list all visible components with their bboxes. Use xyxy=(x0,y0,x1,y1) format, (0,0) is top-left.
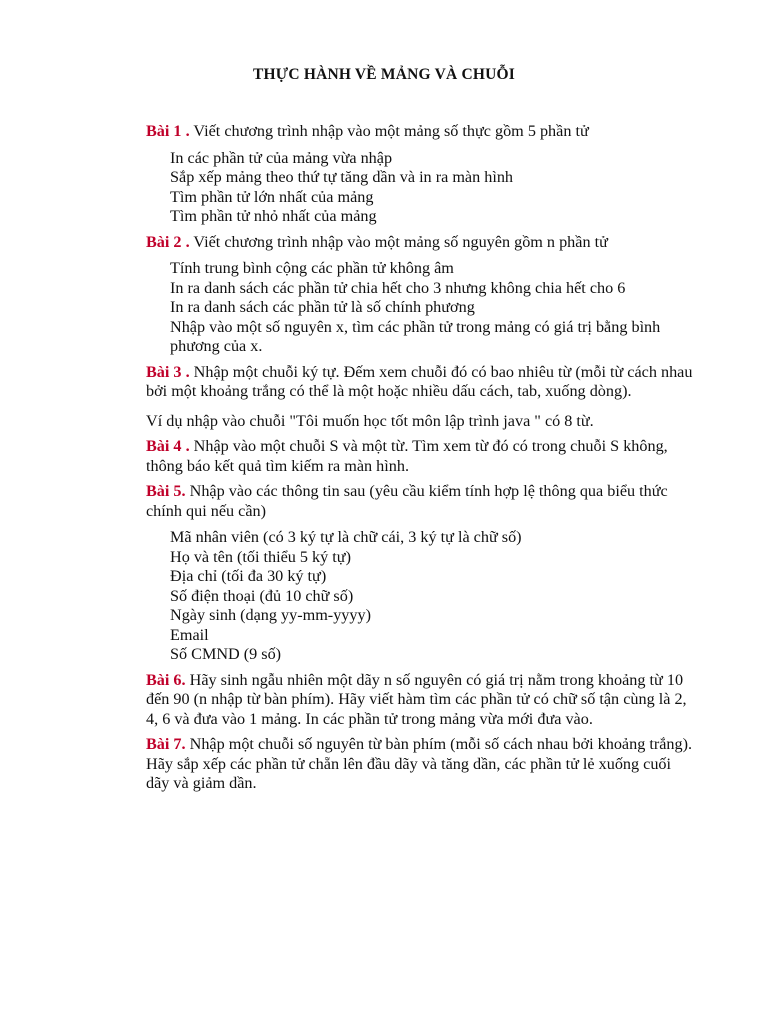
exercise-items xyxy=(170,259,694,357)
list-item: In các phần tử của mảng vừa nhập xyxy=(170,148,393,167)
exercise-list xyxy=(146,122,694,800)
list-item: In ra danh sách các phần tử chia hết cho 3 nhưng không chia hết cho 6 xyxy=(170,278,626,297)
exercise-text: Nhập một chuỗi ký tự. Đếm xem chuỗi đó có bao nhiêu từ (mỗi từ cách nhau bởi một khoảng trắng có thể là một hoặc nhiều dấu cách, tab, xuống dòng). xyxy=(146,362,693,400)
exercise-label: Bài 4 . xyxy=(146,437,190,455)
list-item: Tìm phần tử nhỏ nhất của mảng xyxy=(170,207,377,225)
exercise-text: Hãy sinh ngẫu nhiên một dãy n số nguyên có giá trị nằm trong khoảng từ 10 đến 90 (n nhập từ bàn phím). Hãy viết hàm tìm các phần tử có chữ số tận cùng là 2, 4, 6 và đưa vào 1 mảng. In các phần tử trong mảng vừa mới đưa vào. xyxy=(146,670,687,728)
list-item: Email xyxy=(170,625,209,644)
exercise-text: Nhập một chuỗi số nguyên từ bàn phím (mỗi số cách nhau bởi khoảng trắng). Hãy sắp xếp các phần tử chẵn lên đầu dãy và tăng dần, các phần tử lẻ xuống cuối dãy và giảm dần. xyxy=(146,735,693,792)
exercise-label: Bài 5. xyxy=(146,482,186,500)
exercise-label: Bài 2 . xyxy=(146,232,190,251)
exercise-label: Bài 7. xyxy=(146,735,186,753)
exercise-4 xyxy=(146,437,694,476)
exercise-text: Nhập vào một chuỗi S và một từ. Tìm xem từ đó có trong chuỗi S không, thông báo kết quả tìm kiếm ra màn hình. xyxy=(146,437,668,475)
exercise-items xyxy=(170,149,694,227)
list-item: Số điện thoại (đủ 10 chữ số) xyxy=(170,586,354,605)
list-item: Số CMND (9 số) xyxy=(170,645,282,663)
exercise-label: Bài 6. xyxy=(146,670,186,689)
exercise-text: Nhập vào các thông tin sau (yêu cầu kiểm tính hợp lệ thông qua biểu thức chính qui nếu cần) xyxy=(146,482,668,520)
exercise-label: Bài 1 . xyxy=(146,122,190,140)
list-item: Tính trung bình cộng các phần tử không âm xyxy=(170,259,454,277)
exercise-5 xyxy=(146,482,694,665)
exercise-7 xyxy=(146,735,694,794)
exercise-1 xyxy=(146,122,694,227)
list-item: In ra danh sách các phần tử là số chính phương xyxy=(170,298,475,316)
exercise-3 xyxy=(146,363,694,432)
exercise-2 xyxy=(146,233,694,357)
exercise-items xyxy=(170,528,694,665)
exercise-6 xyxy=(146,671,694,730)
page-title: THỰC HÀNH VỀ MẢNG VÀ CHUỖI xyxy=(253,66,515,83)
list-item: Nhập vào một số nguyên x, tìm các phần tử trong mảng có giá trị bằng bình phương của x. xyxy=(170,317,661,355)
list-item: Địa chỉ (tối đa 30 ký tự) xyxy=(170,567,327,585)
exercise-example: Ví dụ nhập vào chuỗi "Tôi muốn học tốt môn lập trình java " có 8 từ. xyxy=(146,411,594,430)
exercise-text: Viết chương trình nhập vào một mảng số thực gồm 5 phần tử xyxy=(189,122,589,140)
list-item: Sắp xếp mảng theo thứ tự tăng dần và in ra màn hình xyxy=(170,168,514,186)
list-item: Ngày sinh (dạng yy-mm-yyyy) xyxy=(170,606,371,624)
exercise-text: Viết chương trình nhập vào một mảng số nguyên gồm n phần tử xyxy=(189,232,608,251)
list-item: Mã nhân viên (có 3 ký tự là chữ cái, 3 ký tự là chữ số) xyxy=(170,528,522,546)
list-item: Tìm phần tử lớn nhất của mảng xyxy=(170,187,374,206)
exercise-label: Bài 3 . xyxy=(146,362,190,381)
list-item: Họ và tên (tối thiểu 5 ký tự) xyxy=(170,547,351,566)
